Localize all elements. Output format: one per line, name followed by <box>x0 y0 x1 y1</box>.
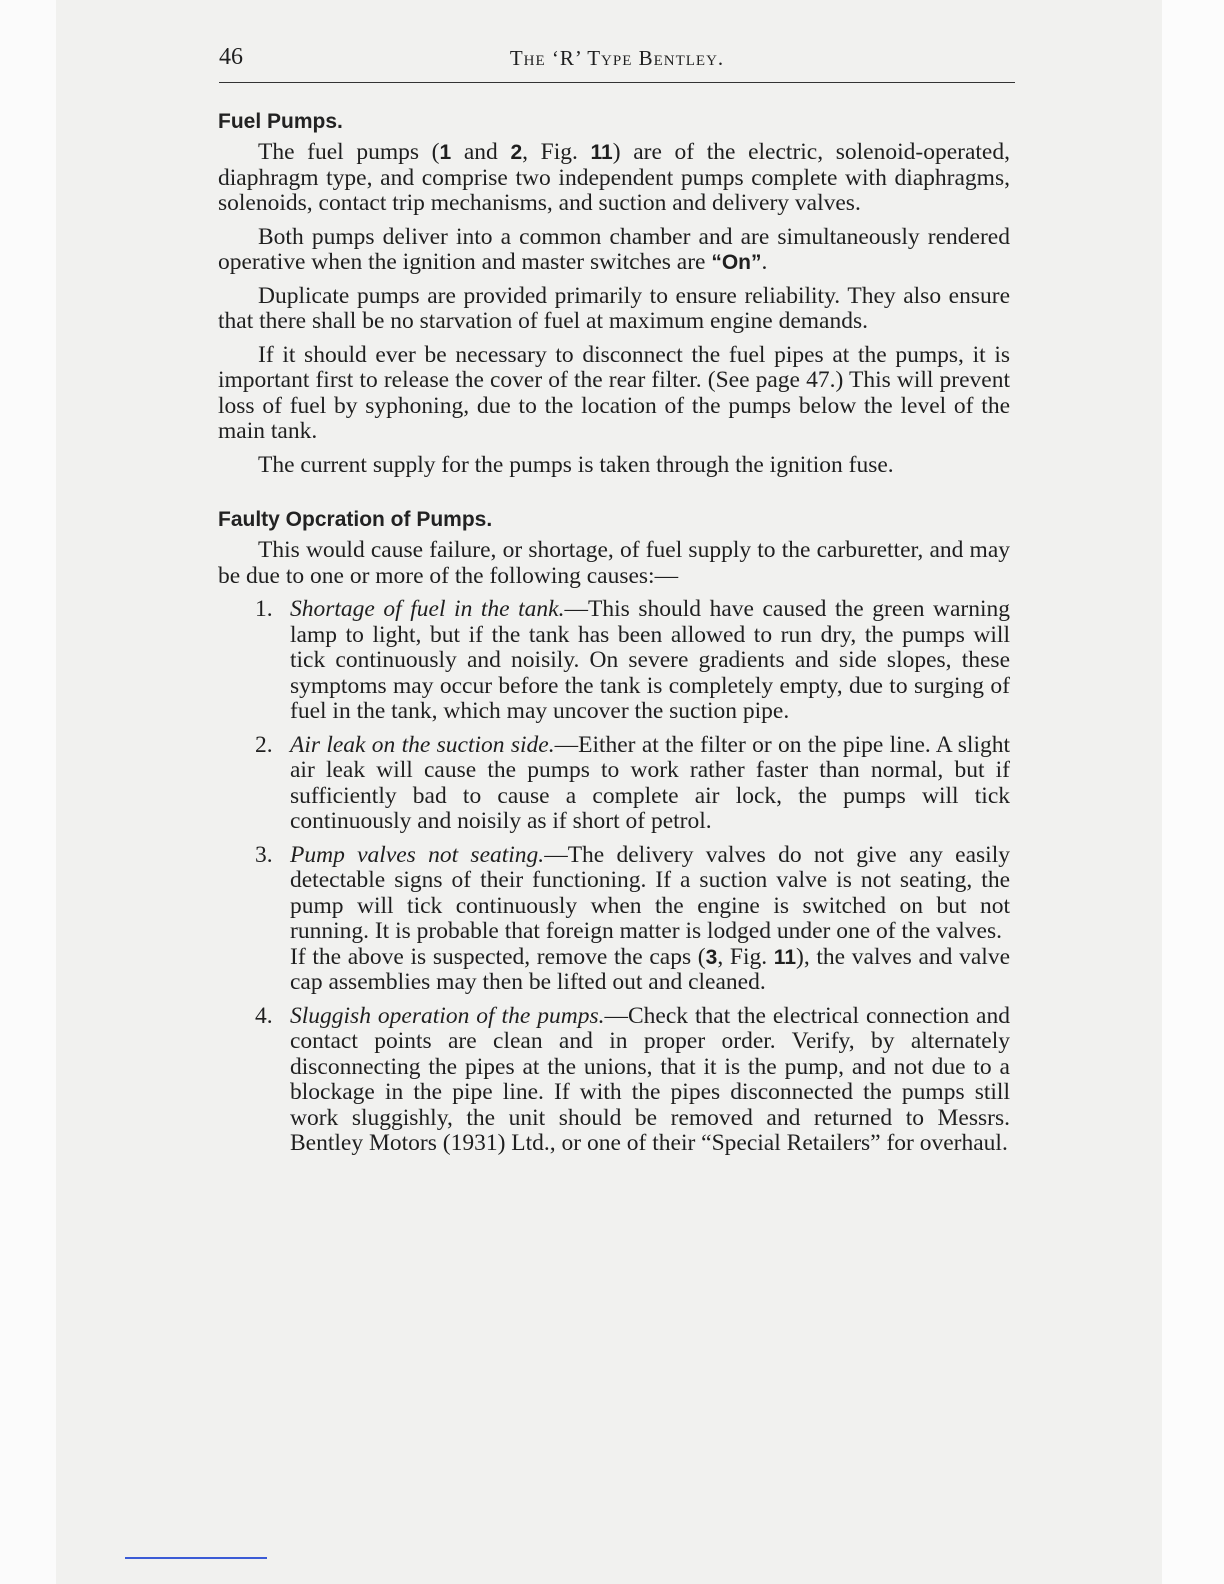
item-note: If the above is suspected, remove the caps (3, Fig. 11), the valves and valve cap assemblies may then be lifted out and cleaned. <box>290 943 1011 995</box>
page-number: 46 <box>219 44 243 70</box>
section-heading: Faulty Opcration of Pumps. <box>218 508 493 531</box>
figure-ref: 11 <box>773 945 796 969</box>
switch-state: “On” <box>711 251 762 274</box>
item-title: Air leak on the suction side. <box>290 731 555 758</box>
item-title: Sluggish operation of the pumps. <box>290 1002 605 1029</box>
paragraph: This would cause failure, or shortage, of fuel supply to the carburetter, and may be due to one or more of the following causes:— <box>218 537 1010 589</box>
list-item: 1. Shortage of fuel in the tank.—This should have caused the green warning lamp to light, but if the tank has been allowed to run dry, the pumps will tick continuously and noisily. On severe gradients and side slopes, these symptoms may occur before the tank is completely empty, due to surging of fuel in the tank, which may uncover the suction pipe. <box>255 596 1011 724</box>
figure-ref: 1 <box>439 141 452 164</box>
section-faulty-operation <box>218 508 1010 1157</box>
paragraph: The fuel pumps (1 and 2, Fig. 11) are of the electric, solenoid-operated, diaphragm type, and comprise two independent pumps complete with diaphragms, solenoids, contact trip mechanisms, and suction and delivery valves. <box>218 139 1010 216</box>
item-title: Pump valves not seating. <box>290 841 545 868</box>
running-title: The ‘R’ Type Bentley. <box>509 46 725 70</box>
figure-ref: 11 <box>590 141 613 164</box>
item-number: 4. <box>255 1002 273 1029</box>
paragraph: The current supply for the pumps is taken through the ignition fuse. <box>258 451 894 478</box>
item-title: Shortage of fuel in the tank. <box>290 596 565 622</box>
item-number: 3. <box>255 841 273 868</box>
paragraph: Both pumps deliver into a common chamber and are simultaneously rendered operative when the ignition and master switches are “On”. <box>218 223 1010 275</box>
scan-margin-right <box>1162 0 1224 1584</box>
page-header <box>219 42 1015 83</box>
list-item: 2. Air leak on the suction side.—Either at the filter or on the pipe line. A slight air leak will cause the pumps to work rather faster than normal, but if sufficiently bad to cause a complete air lock, the pumps will tick continuously and noisily as if short of petrol. <box>255 731 1010 834</box>
item-number: 1. <box>255 596 273 622</box>
paragraph: Duplicate pumps are provided primarily to ensure reliability. They also ensure that there shall be no starvation of fuel at maximum engine demands. <box>218 282 1010 334</box>
item-number: 2. <box>255 731 273 758</box>
list-item: 4. Sluggish operation of the pumps.—Check that the electrical connection and contact points are clean and in proper order. Verify, by alternately disconnecting the pipes at the unions, that it is the pump, and not due to a blockage in the pipe line. If with the pipes disconnected the pumps still work sluggishly, the unit should be removed and returned to Messrs. Bentley Motors (1931) Ltd., or one of their “Special Retailers” for overhaul. <box>255 1002 1010 1156</box>
causes-list <box>218 597 1010 1157</box>
figure-ref: 3 <box>705 945 718 969</box>
page-content <box>218 110 1010 1165</box>
scan-edge-line <box>125 1557 267 1559</box>
list-item: 3. Pump valves not seating.—The delivery valves do not give any easily detectable signs of their functioning. If a suction valve is not seating, the pump will tick continuously when the engine is switched on but not running. It is probable that foreign matter is lodged under one of the valves. If the above is suspected, remove the caps (3, Fig. 11), the valves and valve cap assemblies may then be lifted out and cleaned. <box>255 841 1011 995</box>
section-heading: Fuel Pumps. <box>218 110 343 133</box>
scan-margin-left <box>0 0 58 1584</box>
paragraph: If it should ever be necessary to disconnect the fuel pipes at the pumps, it is important first to release the cover of the rear filter. (See page 47.) This will prevent loss of fuel by syphoning, due to the location of the pumps below the level of the main tank. <box>218 341 1010 444</box>
figure-ref: 2 <box>510 141 523 164</box>
section-fuel-pumps <box>218 110 1010 478</box>
